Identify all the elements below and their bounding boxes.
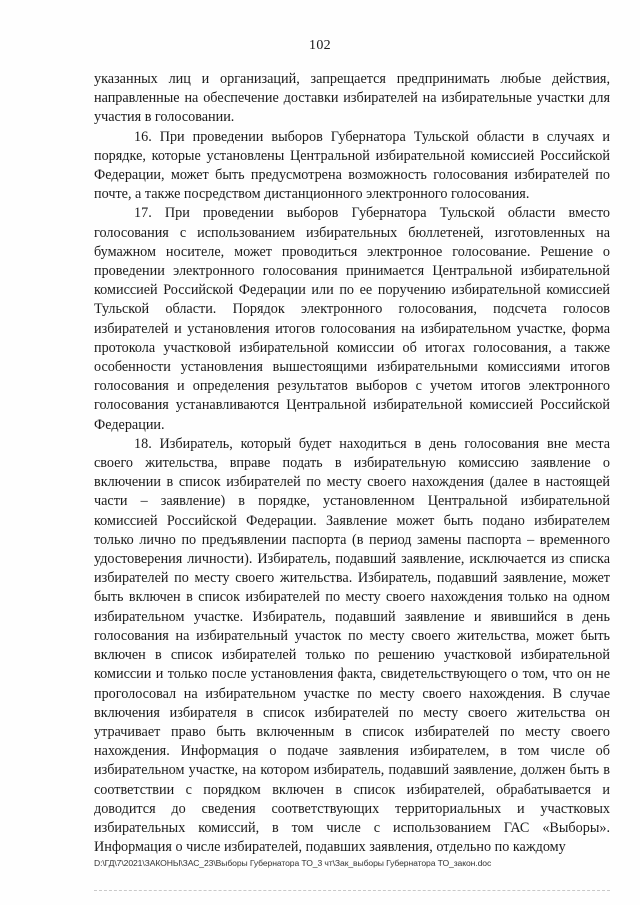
paragraph-continued: указанных лиц и организаций, запрещается предпринимать любые действия, направленные на обеспечение доставки избирателей на избирательные участки для участия в голосовании.: [94, 71, 610, 126]
footer-file-path: D:\ГД\7\2021\ЗАКОНЫ\ЗАС_23\Выборы Губернатора ТО_3 чт\Зак_выборы Губернатора ТО_закон.doc: [94, 858, 492, 868]
document-body: [94, 70, 610, 857]
page-number: 102: [309, 38, 331, 53]
scan-artifact-line: [94, 890, 610, 891]
paragraph-17: 17. При проведении выборов Губернатора Тульской области вместо голосования с использованием избирательных бюллетеней, изготовленных на бумажном носителе, может проводиться электронное голосование. Решение о проведении электронного голосования принимается Центральной избирательной комиссией Российской Федерации или по ее поручению избирательной комиссией Тульской области. Порядок электронного голосования, подсчета голосов избирателей и установления итогов голосования на избирательном участке, форма протокола участковой избирательной комиссии об итогах голосования, а также особенности установления вышестоящими избирательными комиссиями итогов голосования и определения результатов выборов с учетом итогов электронного голосования устанавливаются Центральной избирательной комиссией Российской Федерации.: [94, 205, 610, 433]
paragraph-18: 18. Избиратель, который будет находиться в день голосования вне места своего жительства, вправе подать в избирательную комиссию заявление о включении в список избирателей по месту своего нахождения (далее в настоящей части – заявление) в порядке, установленном Центральной избирательной комиссией Российской Федерации. Заявление может быть подано избирателем только лично по предъявлении паспорта (в период замены паспорта – временного удостоверения личности). Избиратель, подавший заявление, исключается из списка избирателей по месту своего жительства. Избиратель, подавший заявление, может быть включен в список избирателей по месту своего нахождения только на одном избирательном участке. Избиратель, подавший заявление и явившийся в день голосования на избирательный участок по месту своего жительства, может быть включен в список избирателей только по решению участковой избирательной комиссии и только после установления факта, свидетельствующего о том, что он не проголосовал на избирательном участке по месту своего нахождения. В случае включения избирателя в список избирателей по месту своего жительства он утрачивает право быть включенным в список избирателей по месту своего нахождения. Информация о подаче заявления избирателем, в том числе об избирательном участке, на котором избиратель, подавший заявление, должен быть в соответствии с порядком включен в список избирателей, обрабатывается и доводится до сведения соответствующих территориальных и участковых избирательных комиссий, в том числе с использованием ГАС «Выборы». Информация о числе избирателей, подавших заявления, отдельно по каждому: [94, 435, 610, 856]
paragraph-16: 16. При проведении выборов Губернатора Тульской области в случаях и порядке, которые установлены Центральной избирательной комиссией Российской Федерации, может быть предусмотрена возможность голосования избирателей по почте, а также посредством дистанционного электронного голосования.: [94, 128, 610, 203]
